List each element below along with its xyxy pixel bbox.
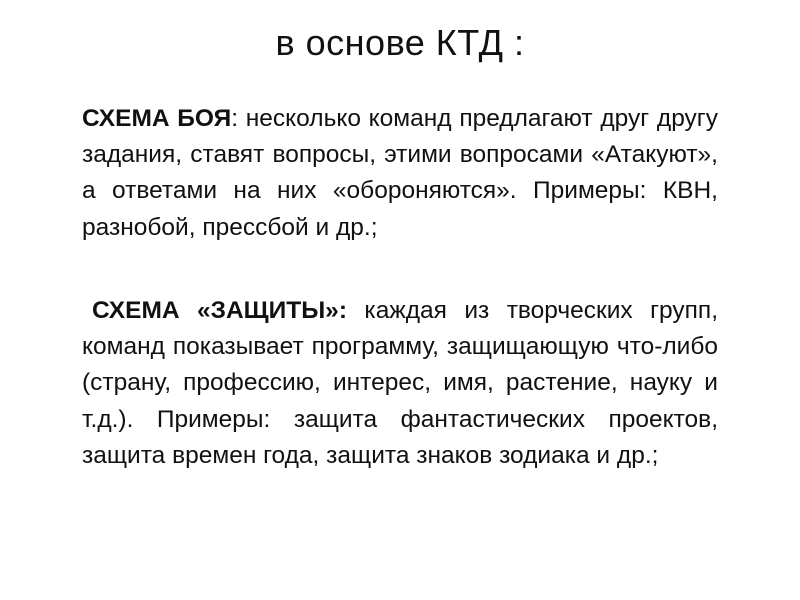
paragraph-defense-scheme	[82, 293, 718, 474]
term-battle-scheme: СХЕМА БОЯ	[82, 105, 232, 132]
defense-scheme-description: каждая из творческих групп, команд показывает программу, защищающую что-либо (страну, профессию, интерес, имя, растение, науку и т.д.). Примеры: защита фантастических проектов, защита времен года, защита знаков зодиака и др.;	[82, 297, 718, 469]
term-separator: :	[338, 297, 347, 324]
term-defense-scheme: СХЕМА «ЗАЩИТЫ»	[92, 297, 339, 324]
battle-scheme-description: несколько команд предлагают друг другу задания, ставят вопросы, этими вопросами «Атакуют», а ответами на них «обороняются». Примеры: КВН, разнобой, прессбой и др.;	[82, 105, 718, 241]
slide-title: в основе КТД :	[275, 22, 525, 63]
term-separator: :	[231, 105, 239, 132]
paragraph-battle-scheme	[82, 101, 718, 246]
